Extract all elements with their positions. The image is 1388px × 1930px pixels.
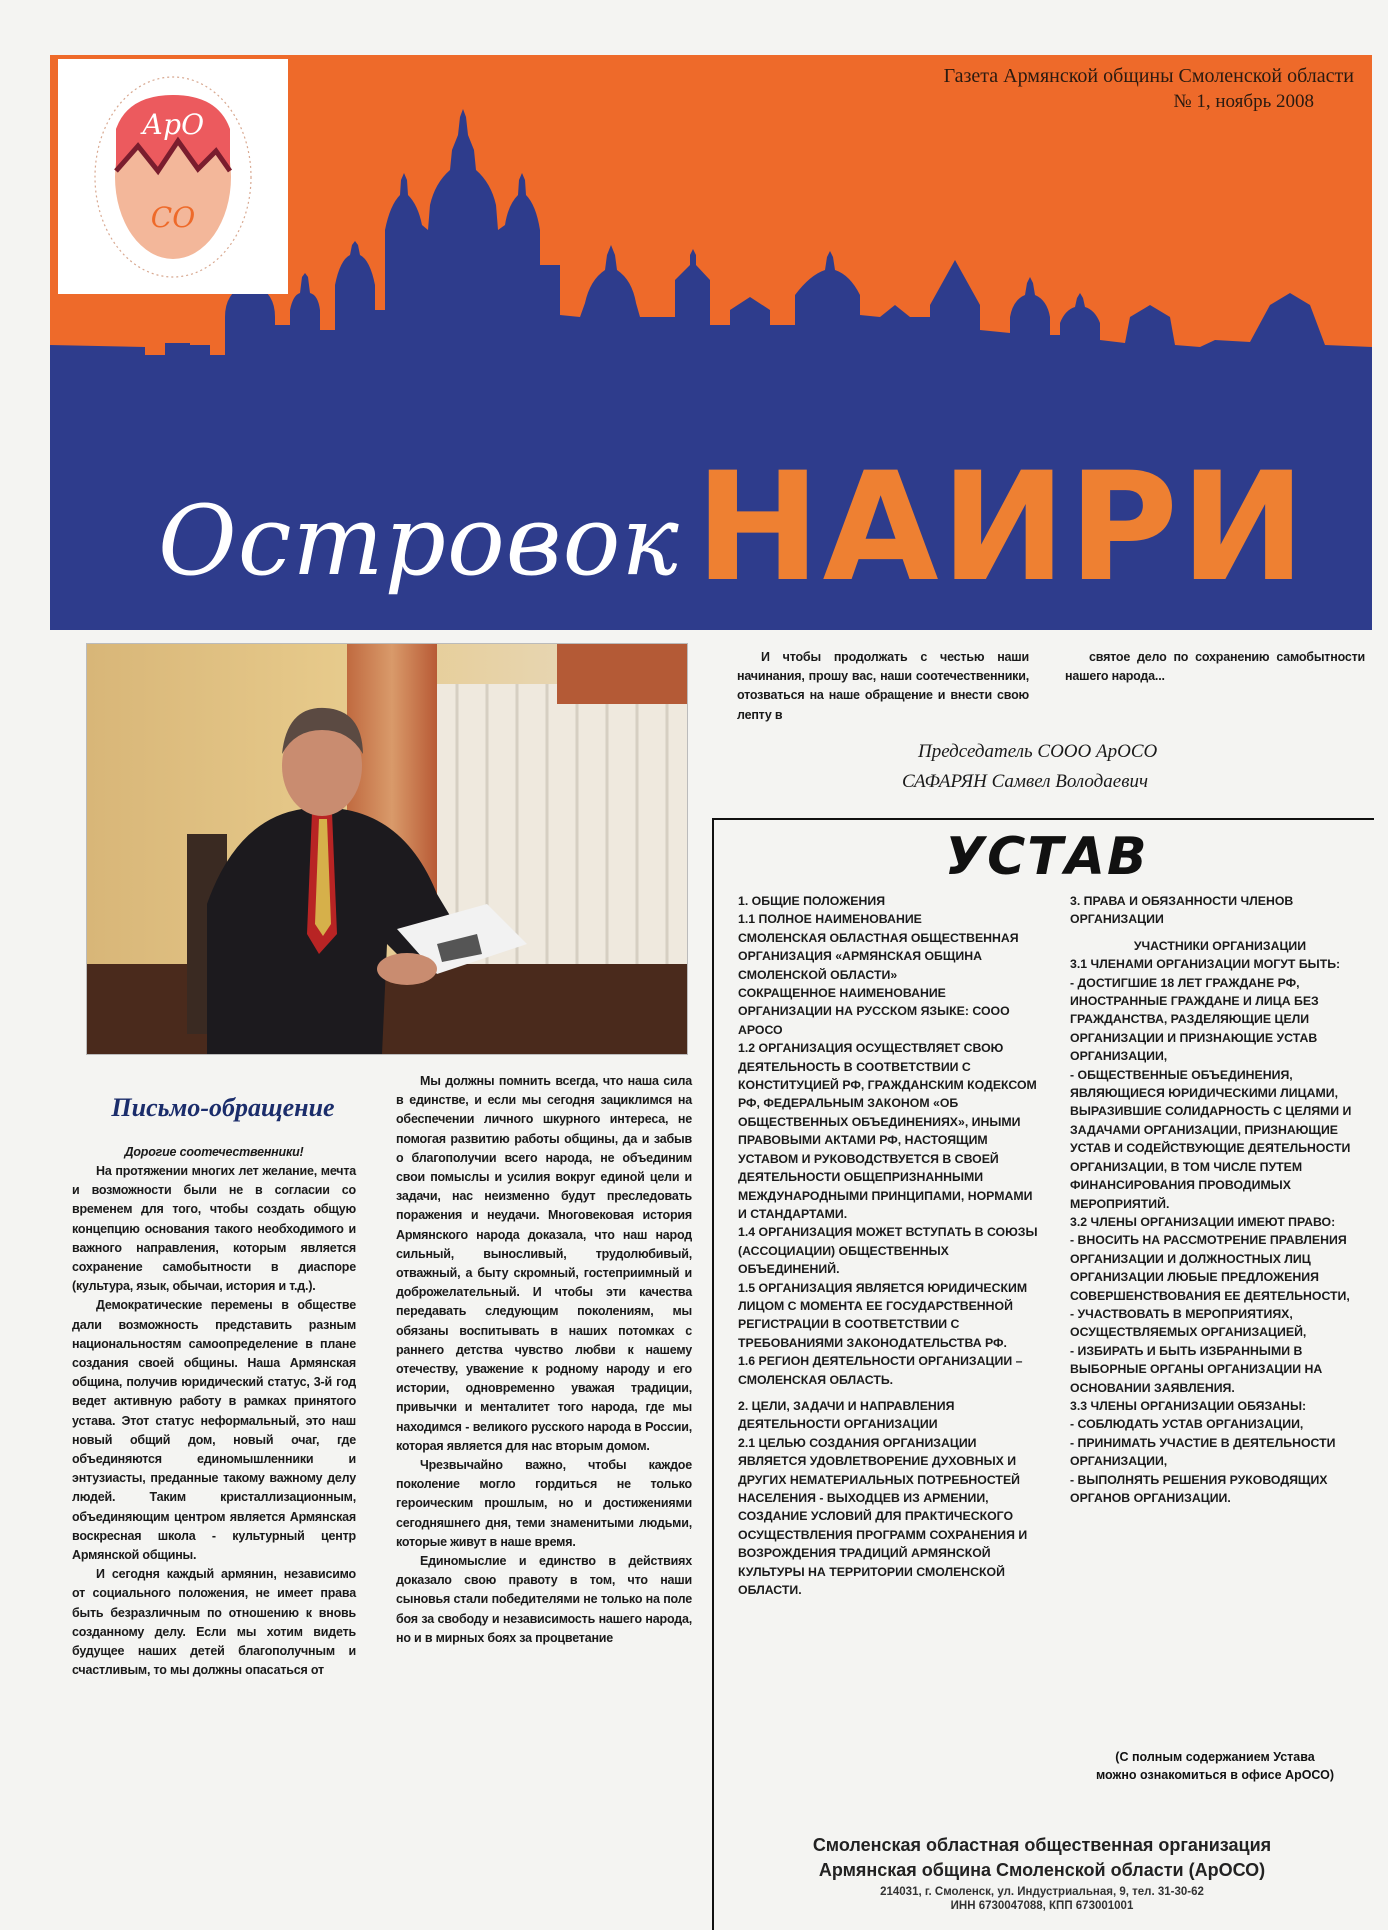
newspaper-subtitle: Газета Армянской общины Смоленской области (943, 65, 1354, 87)
issue-number: № 1, ноябрь 2008 (1173, 91, 1314, 112)
charter-title: УСТАВ (945, 827, 1149, 887)
charter-left-column: 1. ОБЩИЕ ПОЛОЖЕНИЯ 1.1 ПОЛНОЕ НАИМЕНОВАНИЕ СМОЛЕНСКАЯ ОБЛАСТНАЯ ОБЩЕСТВЕННАЯ ОРГАНИЗАЦИЯ «АРМЯНСКАЯ ОБЩИНА СМОЛЕНСКОЙ ОБЛАСТИ» СОКРАЩЕННОЕ НАИМЕНОВАНИЕ ОРГАНИЗАЦИИ НА РУССКОМ ЯЗЫКЕ: СООО АРОСО 1.2 ОРГАНИЗАЦИЯ ОСУЩЕСТВЛЯЕТ СВОЮ ДЕЯТЕЛЬНОСТЬ В СООТВЕТСТВИИ С КОНСТИТУЦИЕЙ РФ, ГРАЖДАНСКИМ КОДЕКСОМ РФ, ФЕДЕРАЛЬНЫМ ЗАКОНОМ «ОБ ОБЩЕСТВЕННЫХ ОБЪЕДИНЕНИЯХ», ИНЫМИ ПРАВОВЫМИ АКТАМИ РФ, НАСТОЯЩИМ УСТАВОМ И РУКОВОДСТВУЕТСЯ В СВОЕЙ ДЕЯТЕЛЬНОСТИ ОБЩЕПРИЗНАННЫМИ МЕЖДУНАРОДНЫМИ ПРИНЦИПАМИ, НОРМАМИ И СТАНДАРТАМИ. 1.4 ОРГАНИЗАЦИЯ МОЖЕТ ВСТУПАТЬ В СОЮЗЫ (АССОЦИАЦИИ) ОБЩЕСТВЕННЫХ ОБЪЕДИНЕНИЙ. 1.5 ОРГАНИЗАЦИЯ ЯВЛЯЕТСЯ ЮРИДИЧЕСКИМ ЛИЦОМ С МОМЕНТА ЕЕ ГОСУДАРСТВЕННОЙ РЕГИСТРАЦИИ В СООТВЕТСТВИИ С ТРЕБОВАНИЯМИ ЗАКОНОДАТЕЛЬСТВА РФ. 1.6 РЕГИОН ДЕЯТЕЛЬНОСТИ ОРГАНИЗАЦИИ – СМОЛЕНСКАЯ ОБЛАСТЬ. 2. ЦЕЛИ, ЗАДАЧИ И НАПРАВЛЕНИЯ ДЕЯТЕЛЬНОСТИ ОРГАНИЗАЦИИ 2.1 ЦЕЛЬЮ СОЗДАНИЯ ОРГАНИЗАЦИИ ЯВЛЯЕТСЯ УДОВЛЕТВОРЕНИЕ ДУХОВНЫХ И ДРУГИХ НЕМАТЕРИАЛЬНЫХ ПОТРЕБНОСТЕЙ НАСЕЛЕНИЯ - ВЫХОДЦЕВ ИЗ АРМЕНИИ, СОЗДАНИЕ УСЛОВИЙ ДЛЯ ПРАКТИЧЕСКОГО ОСУЩЕСТВЛЕНИЯ ПРОГРАММ СОХРАНЕНИЯ И ВОЗРОЖДЕНИЯ ТРАДИЦИЙ АРМЯНСКОЙ КУЛЬТУРЫ НА ТЕРРИТОРИИ СМОЛЕНСКОЙ ОБЛАСТИ. (738, 894, 1038, 1598)
publisher-line-1: Смоленская областная общественная организация (812, 1835, 1272, 1855)
community-logo (58, 59, 288, 294)
masthead-subtitle (944, 63, 1354, 115)
title-ostrovok: Островок (158, 485, 680, 597)
publisher-info (712, 1833, 1372, 1883)
letter-ending-col1: И чтобы продолжать с честью наши начинания, прошу вас, наши соотечественники, отозваться на наше обращение и внести свою лепту в (737, 650, 1029, 722)
charter-right-column: 3. ПРАВА И ОБЯЗАННОСТИ ЧЛЕНОВ ОРГАНИЗАЦИИ УЧАСТНИКИ ОРГАНИЗАЦИИ 3.1 ЧЛЕНАМИ ОРГАНИЗАЦИИ МОГУТ БЫТЬ: - ДОСТИГШИЕ 18 ЛЕТ ГРАЖДАНЕ РФ, ИНОСТРАННЫЕ ГРАЖДАНЕ И ЛИЦА БЕЗ ГРАЖДАНСТВА, РАЗДЕЛЯЮЩИЕ ЦЕЛИ ОРГАНИЗАЦИИ И ПРИЗНАЮЩИЕ УСТАВ ОРГАНИЗАЦИИ, - ОБЩЕСТВЕННЫЕ ОБЪЕДИНЕНИЯ, ЯВЛЯЮЩИЕСЯ ЮРИДИЧЕСКИМИ ЛИЦАМИ, ВЫРАЗИВШИЕ СОЛИДАРНОСТЬ С ЦЕЛЯМИ И ЗАДАЧАМИ ОРГАНИЗАЦИИ, ПРИЗНАЮЩИЕ УСТАВ И СОДЕЙСТВУЮЩИЕ ДЕЯТЕЛЬНОСТИ ОРГАНИЗАЦИИ, В ТОМ ЧИСЛЕ ПУТЕМ ФИНАНСИРОВАНИЯ ПРОВОДИМЫХ МЕРОПРИЯТИЙ. 3.2 ЧЛЕНЫ ОРГАНИЗАЦИИ ИМЕЮТ ПРАВО: - ВНОСИТЬ НА РАССМОТРЕНИЕ ПРАВЛЕНИЯ ОРГАНИЗАЦИИ И ДОЛЖНОСТНЫХ ЛИЦ ОРГАНИЗАЦИИ ЛЮБЫЕ ПРЕДЛОЖЕНИЯ СОВЕРШЕНСТВОВАНИЯ ЕЕ ДЕЯТЕЛЬНОСТИ, - УЧАСТВОВАТЬ В МЕРОПРИЯТИЯХ, ОСУЩЕСТВЛЯЕМЫХ ОРГАНИЗАЦИЕЙ, - ИЗБИРАТЬ И БЫТЬ ИЗБРАННЫМИ В ВЫБОРНЫЕ ОРГАНЫ ОРГАНИЗАЦИИ НА ОСНОВАНИИ ЗАЯВЛЕНИЯ. 3.3 ЧЛЕНЫ ОРГАНИЗАЦИИ ОБЯЗАНЫ: - СОБЛЮДАТЬ УСТАВ ОРГАНИЗАЦИИ, - ПРИНИМАТЬ УЧАСТИЕ В ДЕЯТЕЛЬНОСТИ ОРГАНИЗАЦИИ, - ВЫПОЛНЯТЬ РЕШЕНИЯ РУКОВОДЯЩИХ ОРГАНОВ ОРГАНИЗАЦИИ. (1070, 894, 1352, 1505)
title-nairi: НАИРИ (695, 441, 1308, 615)
letter-column-2: Мы должны помнить всегда, что наша сила в единстве, и если мы сегодня зациклимся на обеспечении личного шкурного интереса, не помогая развитию работы общины, да и забыв о благополучии всего народа, не объединим свои помыслы и усилия вокруг единой цели и задачи, нас неизменно будут преследовать поражения и неудачи. Многовековая история Армянского народа доказала, что наш народ сильный, выносливый, трудолюбивый, отважный, а быту скромный, гостеприимный и доброжелательный. И чтобы эти качества передавать следующим поколениям, мы обязаны воспитывать в наших потомках с раннего детства чувство любви к нашему отечеству, уважение к родному народу и его истории, одновременно уважая традиции, привычки и менталитет того народа, где мы находимся - великого русского народа в России, которая является для нас вторым домом. Чрезвычайно важно, чтобы каждое поколение могло гордиться не только героическим прошлым, но и достижениями сегодняшнего дня, теми знаменитыми людьми, которые живут в наше время. Единомыслие и единство в действиях доказало свою правоту в том, что наши сыновья стали победителями не только на поле боя за свободу и независимость нашего народа, но и в мирных боях за процветание (396, 1074, 692, 1645)
letter-column-1: Дорогие соотечественники! На протяжении многих лет желание, мечта и возможности были не в согласии со временем для того, чтобы создать общую концепцию основания такого необходимого и важного направления, которым является сохранение самобытности в диаспоре (культура, язык, обычаи, история и т.д.). Демократические перемены в обществе дали возможность представить разным национальностям самоопределение в плане создания своей общины. Наша Армянская община, получив юридический статус, 3-й год ведет активную работу в рамках принятого устава. Этот статус неформальный, это наш новый общий дом, новый очаг, где объединяются единомышленники и энтузиасты, преданные такому важному делу людей. Таким кристаллизационным, объединяющим центром является Армянская воскресная школа - культурный центр Армянской общины. И сегодня каждый армянин, независимо от социального положения, не имеет права быть безразличным по отношению к вновь созданному делу. Если мы хотим видеть будущее наших детей благополучным и счастливым, то мы должны опасаться от (72, 1145, 356, 1678)
portrait-image (87, 644, 687, 1054)
letter-heading: Письмо-обращение (111, 1093, 335, 1122)
svg-text:СО: СО (150, 201, 196, 234)
letter-greeting: Дорогие соотечественники! (124, 1145, 304, 1159)
publisher-address: 214031, г. Смоленск, ул. Индустриальная, 9, тел. 31-30-62 (880, 1886, 1204, 1898)
letter-ending-col2: святое дело по сохранению самобытности нашего народа... (1065, 650, 1365, 684)
signature-title: Председатель СООО АрОСО (918, 741, 1158, 762)
chairman-photo (86, 643, 688, 1055)
signature-name: САФАРЯН Самвел Володаевич (902, 771, 1149, 792)
charter-note: (С полным содержанием Устава можно ознакомиться в офисе АрОСО) (1095, 1750, 1335, 1782)
publisher-ids: ИНН 6730047088, КПП 673001001 (950, 1900, 1134, 1912)
svg-text:АрО: АрО (141, 108, 205, 141)
logo-emblem-icon (58, 59, 288, 294)
masthead (50, 55, 1372, 630)
publisher-line-2: Армянская община Смоленской области (АрОСО) (818, 1860, 1266, 1880)
